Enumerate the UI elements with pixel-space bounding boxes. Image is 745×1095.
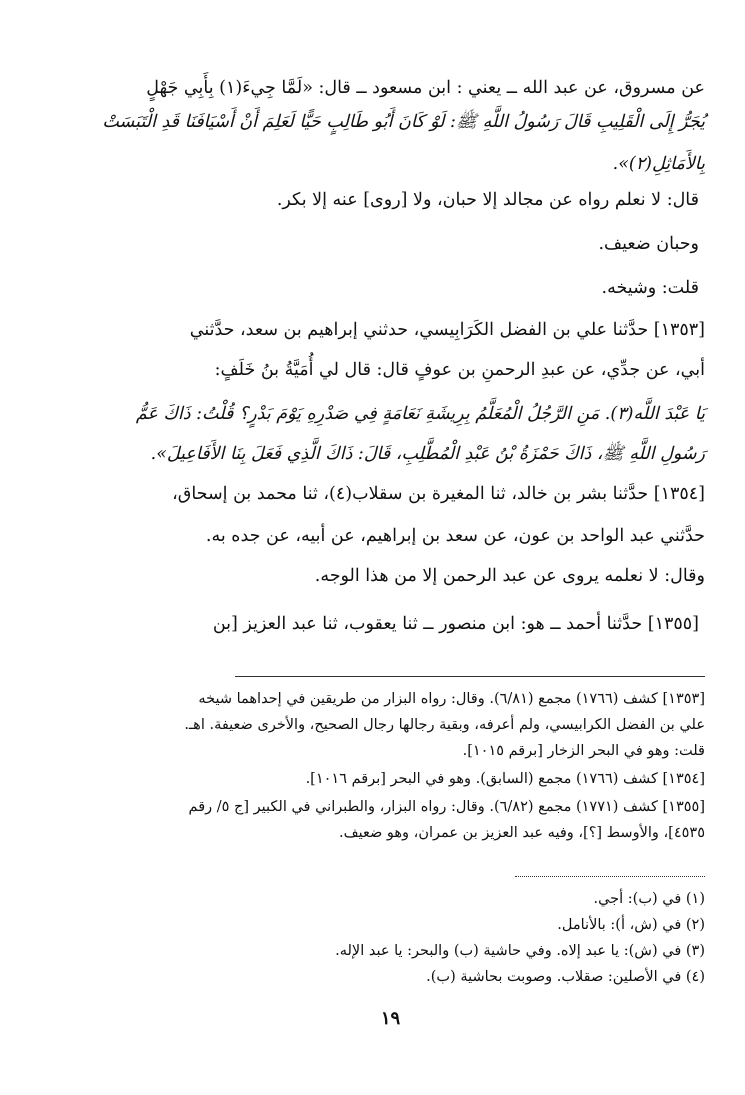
text-line: يَا عَبْدَ اللَّه(٣). مَنِ الرَّجُلُ الْمُعَلَّمُ بِرِيشَةِ نَعَامَةٍ فِي صَدْرِهِ يَوْمَ بَدْرٍ؟ قُلْتُ: ذَاكَ عَمُّ [135,404,705,424]
variant-note: (١) في (ب): أجي. [593,891,705,907]
footnote-ref: علي بن الفضل الكرابيسي، ولم أعرفه، وبقية رجالها رجال الصحيح، والأخرى ضعيفة. اهـ. [184,717,705,733]
footnote-ref: [١٣٥٣] كشف (١٧٦٦) مجمع (٦/٨١). وقال: رواه البزار من طريقين في إحداهما شيخه [198,691,705,707]
text-line: قلت: وشيخه. [601,278,699,298]
page-number: ١٩ [380,1008,401,1029]
text-line: وقال: لا نعلمه يروى عن عبد الرحمن إلا من هذا الوجه. [314,566,705,586]
text-line: أبي، عن جدِّي، عن عبدِ الرحمنِ بن عوفٍ قال: قال لي أُمَيَّةُ بنُ خَلَفٍ: [214,360,705,380]
footnote-ref: [١٣٥٥] كشف (١٧٧١) مجمع (٦/٨٢). وقال: رواه البزار، والطبراني في الكبير [ج ٥/ رقم [188,799,705,815]
notes-separator [515,876,705,877]
variant-note: (٣) في (ش): يا عبد إلاه. وفي حاشية (ب) والبحر: يا عبد الإله. [335,943,705,959]
variant-note: (٤) في الأصلين: صقلاب. وصوبت بحاشية (ب). [426,969,705,985]
footnote-ref: قلت: وهو في البحر الزخار [برقم ١٠١٥]. [462,743,705,759]
footnote-ref: [١٣٥٤] كشف (١٧٦٦) مجمع (السابق). وهو في البحر [برقم ١٠١٦]. [305,771,705,787]
book-page [76,58,705,1095]
text-line: قال: لا نعلم رواه عن مجالد إلا حبان، ولا [روى] عنه إلا بكر. [276,190,699,210]
hadith-1354-start: [١٣٥٤] حدَّثنا بشر بن خالد، ثنا المغيرة بن سقلاب(٤)، ثنا محمد بن إسحاق، [172,484,705,504]
hadith-1355-start: [١٣٥٥] حدَّثنا أحمد ــ هو: ابن منصور ــ ثنا يعقوب، ثنا عبد العزيز [بن [212,614,699,634]
hadith-1353-start: [١٣٥٣] حدَّثنا علي بن الفضل الكَرَابِيسي، حدثني إبراهيم بن سعد، حدَّثني [189,320,705,340]
footnote-separator [235,676,705,677]
text-line: حدَّثني عبد الواحد بن عون، عن سعد بن إبراهيم، عن أبيه، عن جده به. [205,526,705,546]
text-line: عن مسروق، عن عبد الله ــ يعني : ابن مسعود ــ قال: «لَمَّا جِيءَ(١) بِأَبِي جَهْلٍ [146,78,705,98]
footnote-ref: ٤٥٣٥]، والأوسط [؟]، وفيه عبد العزيز بن عمران، وهو ضعيف. [339,825,705,841]
text-line: يُجَرُّ إِلَى الْقَلِيبِ قَالَ رَسُولُ اللَّهِ ﷺ: لَوْ كَانَ أَبُو طَالِبٍ حَيًّا لَعَلِمَ أَنْ أَسْيَافَنَا قَدِ الْتَبَسَتْ [102,112,705,132]
text-line: وحبان ضعيف. [598,234,699,254]
text-line: رَسُولِ اللَّهِ ﷺ، ذَاكَ حَمْزَةُ بْنُ عَبْدِ الْمُطَّلِبِ، قَالَ: ذَاكَ الَّذِي فَعَلَ بِنَا الأَفَاعِيلَ». [150,444,705,464]
variant-note: (٢) في (ش، أ): بالأنامل. [557,917,705,933]
text-line: بِالأَمَاثِلِ(٢)». [612,154,705,174]
